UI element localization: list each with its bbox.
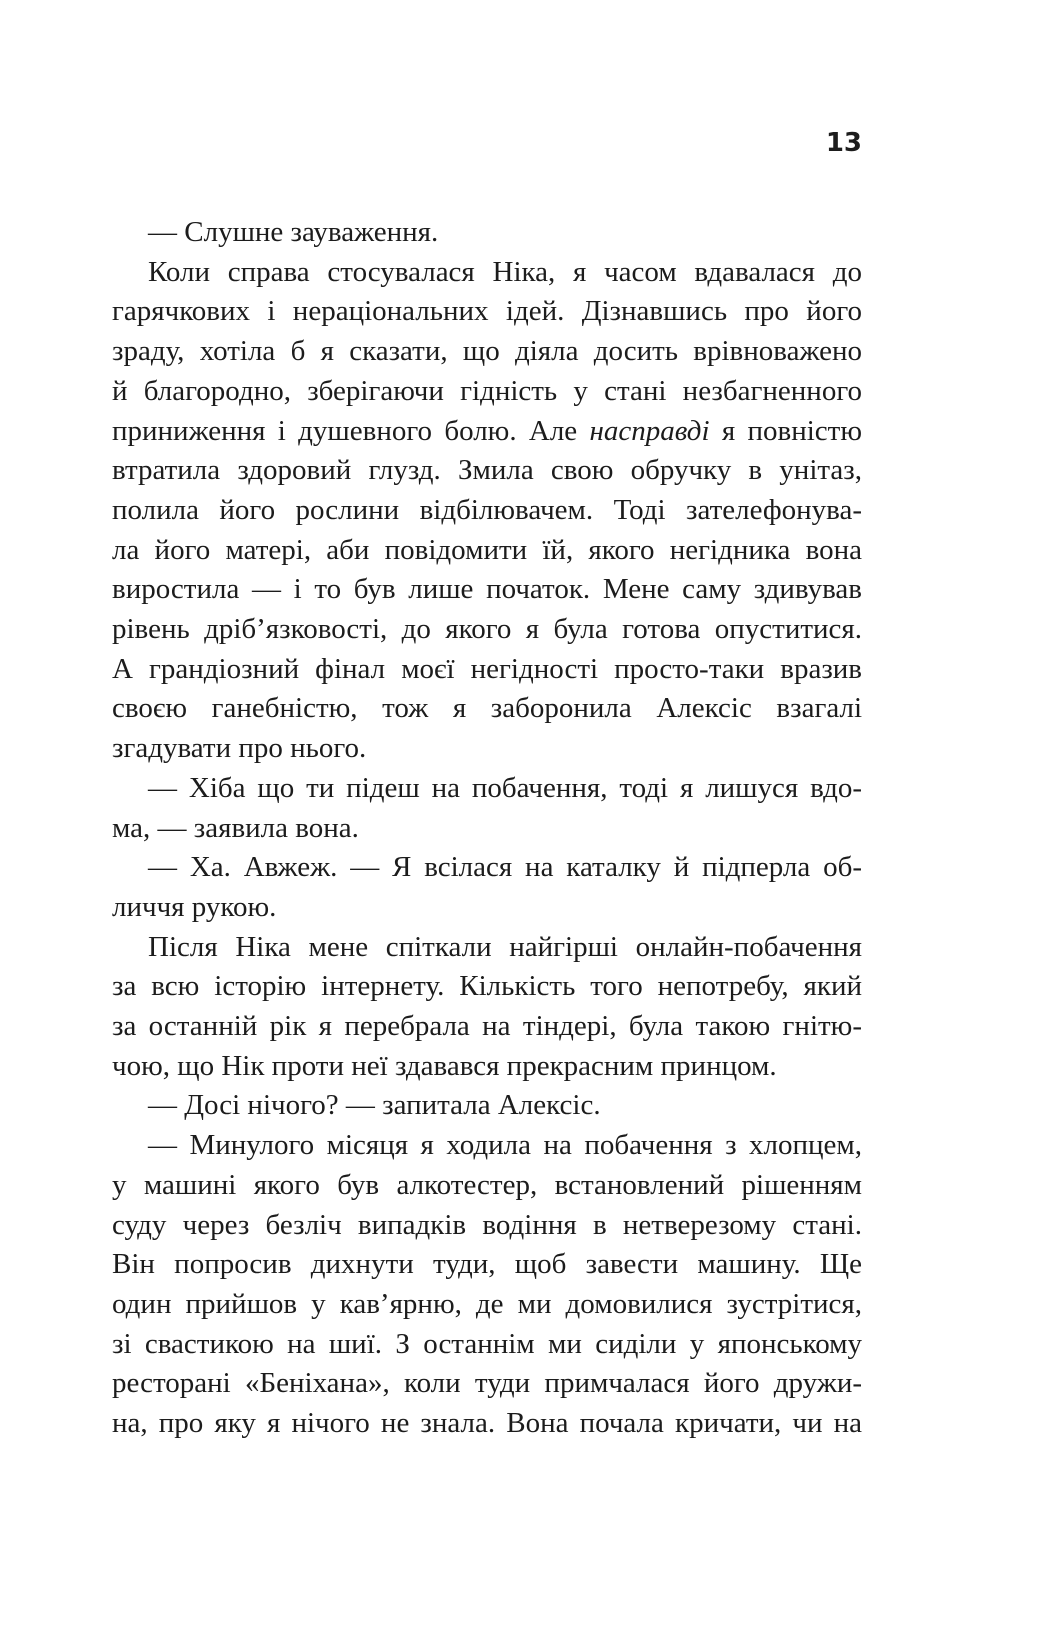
- text-line: один прийшов у кав’ярню, де ми домовилися зустрітися,: [112, 1287, 862, 1320]
- paragraph: [112, 928, 862, 1087]
- text-line: зраду, хотіла б я сказати, що діяла досить врівноважено: [112, 335, 862, 368]
- text-line: ресторані «Беніхана», коли туди примчалася його дружи-: [112, 1367, 862, 1400]
- paragraph: [112, 1086, 862, 1126]
- text-line: ла його матері, аби повідомити їй, якого негідника вона: [112, 533, 862, 566]
- text-line: гарячкових і нераціональних ідей. Дізнавшись про його: [112, 295, 862, 328]
- text-line: — Ха. Авжеж. — Я всілася на каталку й підперла об-: [148, 851, 862, 884]
- text-line: — Досі нічого? — запитала Алексіс.: [148, 1089, 601, 1122]
- paragraph: [112, 848, 862, 927]
- text-line: своєю ганебністю, тож я заборонила Алексіс взагалі: [112, 692, 862, 725]
- text-line: Після Ніка мене спіткали найгірші онлайн-побачення: [148, 930, 862, 963]
- page-number: 13: [825, 128, 862, 158]
- text-line: суду через безліч випадків водіння в нетверезому стані.: [112, 1208, 862, 1241]
- text-line: у машині якого був алкотестер, встановлений рішенням: [112, 1168, 862, 1201]
- paragraph: [112, 253, 862, 769]
- text-line: Коли справа стосувалася Ніка, я часом вдавалася до: [148, 255, 862, 288]
- text-line: втратила здоровий глузд. Змила свою обручку в унітаз,: [112, 454, 862, 487]
- paragraph: [112, 1126, 862, 1444]
- text-line: приниження і душевного болю. Але насправді я повністю: [112, 414, 862, 447]
- text-line: за всю історію інтернету. Кількість того непотребу, який: [112, 970, 862, 1003]
- text-line: — Минулого місяця я ходила на побачення з хлопцем,: [148, 1129, 862, 1162]
- text-line: виростила — і то був лише початок. Мене саму здивував: [112, 573, 862, 606]
- text-line: ма, — заявила вона.: [112, 811, 359, 844]
- text-line: згадувати про нього.: [112, 732, 367, 765]
- text-line: Він попросив дихнути туди, щоб завести машину. Ще: [112, 1248, 862, 1281]
- text-line: личчя рукою.: [112, 890, 277, 923]
- text-line: полила його рослини відбілювачем. Тоді зателефонува-: [112, 493, 862, 526]
- text-line: — Хіба що ти підеш на побачення, тоді я лишуся вдо-: [148, 771, 862, 804]
- text-line: на, про яку я нічого не знала. Вона почала кричати, чи на: [112, 1407, 862, 1440]
- text-line: зі свастикою на шиї. З останнім ми сиділи у японському: [112, 1327, 862, 1360]
- text-line: й благородно, зберігаючи гідність у стані незбагненного: [112, 374, 862, 407]
- text-line: А грандіозний фінал моєї негідності просто-таки вразив: [112, 652, 862, 685]
- paragraph: [112, 213, 862, 253]
- text-line: чою, що Нік проти неї здавався прекрасним принцом.: [112, 1049, 777, 1082]
- text-line: — Слушне зауваження.: [148, 216, 439, 248]
- text-line: рівень дріб’язковості, до якого я була готова опуститися.: [112, 613, 862, 646]
- text-line: за останній рік я перебрала на тіндері, була такою гнітю-: [112, 1010, 862, 1043]
- paragraph: [112, 769, 862, 848]
- text-block: [112, 213, 862, 1444]
